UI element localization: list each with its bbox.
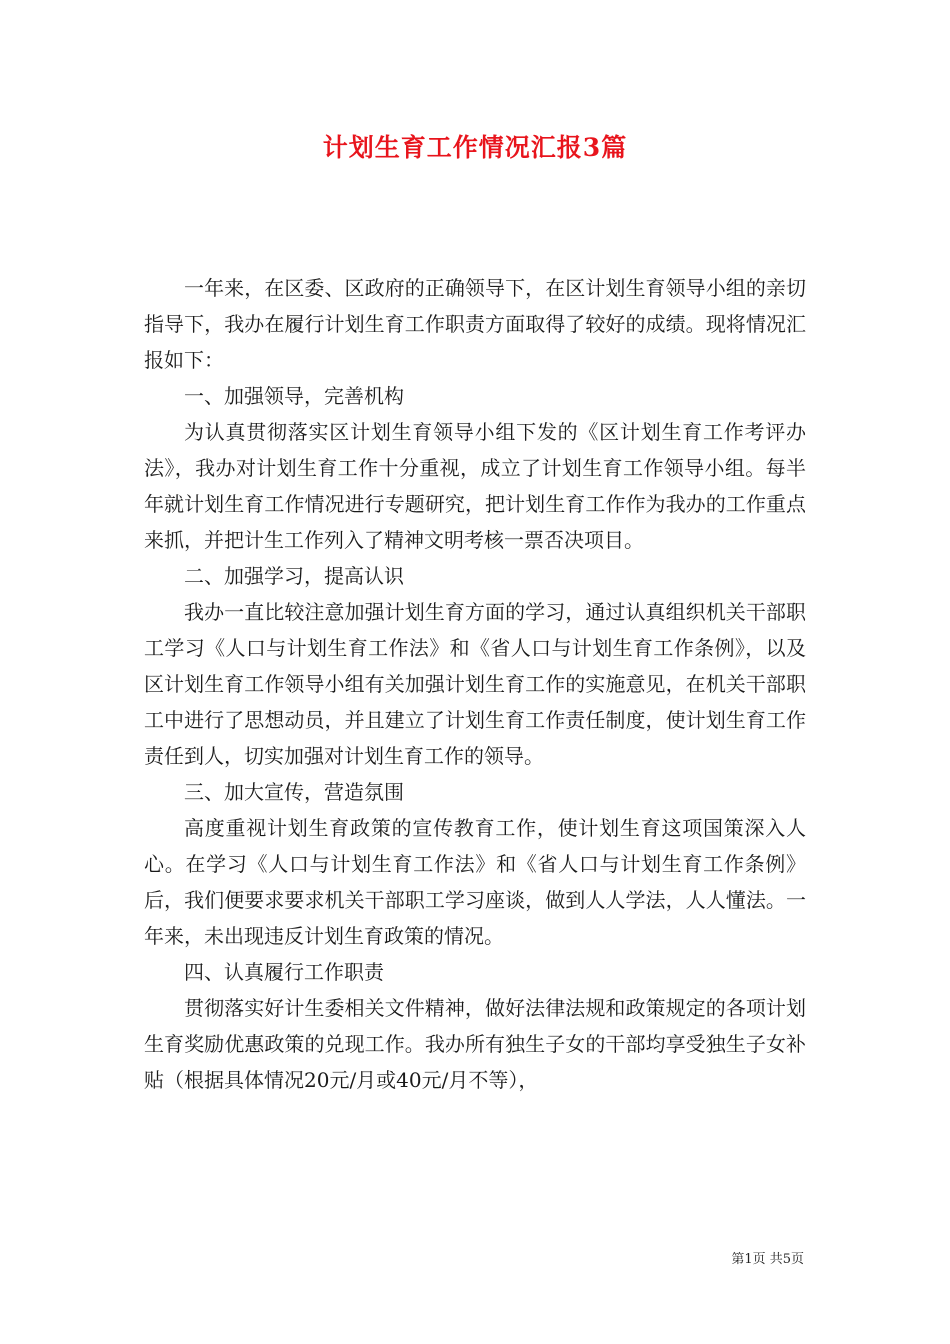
section-paragraph: 为认真贯彻落实区计划生育领导小组下发的《区计划生育工作考评办法》，我办对计划生育工作十分重视，成立了计划生育工作领导小组。每半年就计划生育工作情况进行专题研究，把计划生育工作作为我办的工作重点来抓，并把计生工作列入了精神文明考核一票否决项目。 — [144, 420, 806, 552]
section-paragraph: 高度重视计划生育政策的宣传教育工作，使计划生育这项国策深入人心。在学习《人口与计划生育工作法》和《省人口与计划生育工作条例》后，我们便要求要求机关干部职工学习座谈，做到人人学法，人人懂法。一年来，未出现违反计划生育政策的情况。 — [144, 816, 806, 948]
intro-paragraph: 一年来，在区委、区政府的正确领导下，在区计划生育领导小组的亲切指导下，我办在履行计划生育工作职责方面取得了较好的成绩。现将情况汇报如下： — [144, 276, 806, 372]
section-paragraph: 贯彻落实好计生委相关文件精神，做好法律法规和政策规定的各项计划生育奖励优惠政策的兑现工作。我办所有独生子女的干部均享受独生子女补贴（根据具体情况20元/月或40元/月不等）， — [144, 996, 806, 1092]
section-heading: 三、加大宣传，营造氛围 — [184, 780, 404, 804]
section-heading: 四、认真履行工作职责 — [184, 960, 384, 984]
section-heading: 二、加强学习，提高认识 — [184, 564, 404, 588]
page-number: 第1页 共5页 — [731, 1252, 804, 1267]
section-paragraph: 我办一直比较注意加强计划生育方面的学习，通过认真组织机关干部职工学习《人口与计划生育工作法》和《省人口与计划生育工作条例》，以及区计划生育工作领导小组有关加强计划生育工作的实施意见，在机关干部职工中进行了思想动员，并且建立了计划生育工作责任制度，使计划生育工作责任到人，切实加强对计划生育工作的领导。 — [144, 600, 806, 768]
document-title: 计划生育工作情况汇报3篇 — [322, 133, 628, 162]
section-heading: 一、加强领导，完善机构 — [184, 384, 404, 408]
document-body — [144, 270, 806, 1098]
